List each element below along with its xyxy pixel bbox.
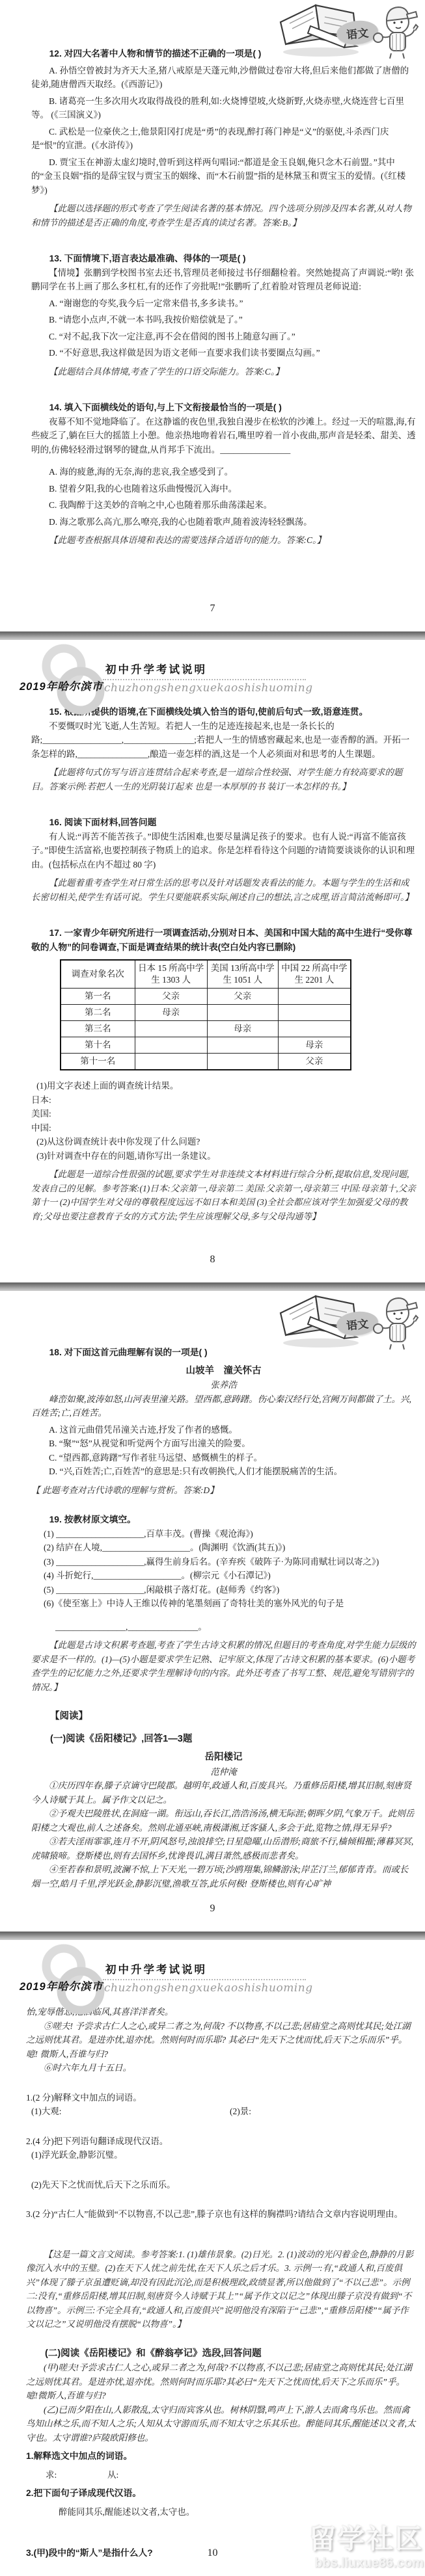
page-9 [0, 1291, 425, 1932]
page-divider [0, 631, 425, 640]
question-14-option-b: B. 望着夕阳,我的心也随着这乐曲慢慢沉入海中。 [49, 483, 238, 494]
survey-cell [207, 1037, 278, 1054]
header-title: 初中升学考试说明 [105, 1964, 207, 1976]
reading2-question-1-terms [26, 2468, 416, 2482]
question-17-sub1: (1)用文字表述上面的调查统计结果。 [36, 1081, 179, 1091]
question-17-note: 【此题是一道综合性很强的试题,要求学生对非连续文本材料进行综合分析,提取信息,发现问题,发表自己的见解。参考答案:(1)日本:父亲第一,母亲第二 美国:父亲第一,母亲第三 中国:母亲第十,父亲第十一 (2)中国学生对父母的尊敬程度远远不如日本和美国 (3)全社会都应该对学生加强爱父母的教育;父母也要注意教育子女的方式方法;学生应该理解父母,多与父母沟通等】 [31, 1169, 416, 1221]
question-12-option-d: D. 贾宝玉在神游太虚幻境时,曾听到这样两句唱词:“都道是金玉良姻,俺只念木石前盟。”其中的“金玉良姻”指的是薛宝钗与贾宝玉的姻缘、而“木石前盟”指的是林黛玉和贾宝玉的爱情。(《红楼梦》) [31, 157, 406, 195]
reading-section-label: 【阅读】 [50, 1711, 88, 1721]
question-15-passage: 不要慨叹时光飞逝,人生苦短。若把人一生的足迹连接起来,也是一条长长的路;__________________,________________;若把人一生的情感窖藏起来,也是一壶香醇的酒。开拓一条怎样的路,________________,酿造一壶怎样的酒,这是一个人必须面对和思考的人生课题。 [31, 721, 410, 759]
reading1-q2-item-1: (1)浮光跃金,静影沉璧。 [31, 2150, 123, 2160]
question-15-heading: 15. 根据所提供的语境,在下面横线处填入恰当的语句,使前后句式一致,语意连贯。 [49, 707, 368, 717]
question-13-note: 【此题结合具体情境,考查了学生的口语交际能力。答案:C。】 [49, 366, 284, 377]
question-13-option-b: B. “请您小点声,不就一本书吗,我按价赔偿就是了。” [49, 315, 243, 325]
reading2-q1-term-1: 求: [46, 2469, 57, 2480]
question-19-item-5: (5) ____________________,闲敲棋子落灯花。(赵师秀《约客》) [44, 1584, 280, 1595]
passage-yi: (乙)已而夕阳在山,人影散乱,太守归而宾客从也。树林阴翳,鸣声上下,游人去而禽鸟乐也。然而禽鸟知山林之乐,而不知人之乐;人知从太守游而乐,而不知太守之乐其乐也。醉能同其乐,醒能述以文者,太守也。太守谓谁?庐陵欧阳修也。 [26, 2404, 416, 2443]
mascot-boy-icon [369, 1, 425, 61]
question-13-option-d: D. “不好意思,我这样做是因为语文老师一直要求我们读书要圈点勾画。” [49, 348, 320, 358]
header-brand: 2019年哈尔滨市 [20, 681, 103, 693]
question-14-heading: 14. 填入下面横线处的语句,与上下文衔接最恰当的一项是( ) [49, 403, 282, 412]
essay-author: 范仲淹 [210, 1766, 237, 1777]
survey-cell [207, 1005, 278, 1021]
reading-part1-heading: (一)阅读《岳阳楼记》,回答1—3题 [50, 1733, 193, 1744]
table-row [61, 1054, 351, 1070]
question-13-option-a: A. “谢谢您的夸奖,我今后一定常来借书,多多读书。” [49, 298, 243, 308]
question-17-japan-label: 日本: [31, 1095, 51, 1105]
page-header [0, 1940, 425, 2005]
essay-paragraph-3: ③若夫淫雨霏霏,连月不开,阴风怒号,浊浪排空;日星隐曜,山岳潜形;商旅不行,樯倾楫摧;薄暮冥冥,虎啸猿啼。登斯楼也,则有去国怀乡,忧谗畏讥,满目萧然,感极而悲者矣。 [31, 1837, 414, 1861]
page-number: 9 [210, 1903, 215, 1914]
survey-table [60, 959, 351, 1070]
question-14-note: 【此题考查根据具体语境和表达的需要选择合适语句的能力。答案:C。】 [49, 535, 326, 545]
survey-cell [278, 1005, 351, 1021]
table-row [61, 1021, 351, 1037]
reading2-q2-sentence: 醉能同其乐,醒能述以文者,太守也。 [59, 2506, 195, 2517]
question-18-option-c: C. “望西都,意踌躇”写作者驻马远望、感慨横生的样子。 [49, 1452, 263, 1463]
reading2-question-1-heading: 1.解释选文中加点的词语。 [26, 2451, 133, 2461]
poem-author: 张养浩 [210, 1380, 237, 1390]
question-16-note: 【此题着重考查学生对日常生活的思考以及针对话题发表看法的能力。本题与学生的生活和成长密切相关,使学生有话可说。学生只要能联系实际,阐述自己的想法,言之成理,语言简洁流畅即可。】 [31, 878, 414, 902]
essay-paragraph-2: ②予观夫巴陵胜状,在洞庭一湖。衔远山,吞长江,浩浩汤汤,横无际涯;朝晖夕阴,气象万千。此则岳阳楼之大观也,前人之述备矣。然则北通巫峡,南极潇湘,迁客骚人,多会于此,览物之情,得无异乎? [31, 1809, 415, 1833]
survey-cell: 母亲 [278, 1037, 351, 1054]
header-illustration [274, 0, 425, 62]
reading2-question-2-heading: 2.把下面句子译成现代汉语。 [26, 2488, 142, 2498]
survey-cell [207, 1054, 278, 1070]
question-17-sub2: (2)从这份调查统计表中你发现了什么问题? [36, 1137, 200, 1147]
question-14-passage: 夜幕不知不觉地降临了。在这静谧的夜色里,我独自漫步在松软的沙滩上。经过一天的喧嚣,海,有些疲乏了,躺在巨大的摇篮上小憩。他亲热地吻着岩石,嘴里哼着一首小夜曲,那声音是轻柔、甜美、透明的,仿佛轻轻滑过钢琴的键盘,从肖邦手下流出。________________ [31, 416, 416, 455]
header-brand: 2019年哈尔滨市 [20, 1981, 103, 1993]
page-8 [0, 640, 425, 1282]
question-18-heading: 18. 对下面这首元曲理解有误的一项是( ) [49, 1348, 208, 1357]
question-19-note: 【此题是古诗文积累考查题,考查了学生古诗文积累的情况,但题目的考查角度,对学生能力层级的要求是不一样的。(1)—(5)小题是要求学生记熟、记牢原文,体现了古诗文积累的基本要求。(6)小题考查学生的记忆能力之外,还要求学生理解诗句的内容。此外还考查了书写工整、规范,避免写错别字的情况。】 [31, 1640, 416, 1692]
survey-cell: 第一名 [61, 989, 135, 1005]
mascot-boy-icon [369, 1292, 425, 1352]
page-number: 10 [207, 2547, 218, 2558]
question-16-passage: 有人说:“再苦不能苦孩子。”即使生活困难,也要尽量满足孩子的要求。也有人说:“再富不能富孩子。”即使生活富裕,也要控制孩子物质上的追求。你是怎样看待这个问题的?请简要谈谈你的认识和理由。(包括标点在内不超过 80 字) [31, 831, 415, 870]
question-19-item-3: (3) ____________________,赢得生前身后名。(辛弃疾《破阵子·为陈同甫赋壮词以寄之》) [44, 1556, 379, 1567]
page-10 [0, 1940, 425, 2576]
watermark [309, 2517, 424, 2571]
header-dotted-rule [103, 679, 306, 680]
question-14-option-a: A. 海的疲惫,海的无奈,海的悲哀,我全感受到了。 [49, 467, 234, 477]
question-18-option-d: D. “兴,百姓苦;亡,百姓苦”的意思是:只有改朝换代,人们才能摆脱痛苦的生活。 [49, 1467, 343, 1476]
question-12-option-b: B. 诸葛亮一生多次用火攻取得战役的胜利,如:火烧博望坡,火烧新野,火烧赤壁,火烧连营七百里等。 (《三国演义》) [31, 96, 405, 120]
survey-cell: 第二名 [61, 1005, 135, 1021]
question-15-note: 【此题将句式仿写与语言连贯结合起来考查,是一道综合性较强、对学生能力有较高要求的题目。答案示例:若把人一生的光阴装订起来 也是一本厚厚的书 装订一本怎样的书。】 [31, 767, 403, 791]
question-16-heading: 16. 阅读下面材料,回答问题 [49, 817, 157, 827]
survey-header-china: 中国 22 所高中学生 2201 人 [278, 960, 351, 989]
survey-header-japan: 日本 15 所高中学生 1303 人 [135, 960, 207, 989]
reading1-question-3-heading: 3.(2 分)“古仁人”能做到“不以物喜,不以己悲”,滕子京也有这样的胸襟吗?请结合文章内容说明理由。 [26, 2209, 403, 2219]
question-19-item-6-blank: ________________,________________。 [55, 1621, 207, 1632]
question-12-note: 【此题以选择题的形式考查了学生阅读名著的基本情况。四个选项分别涉及四本名著,从对人物和情节的描述是否正确的角度,考查学生是否真的读过名著。答案:B。】 [31, 204, 411, 228]
essay-paragraph-1: ①庆历四年春,滕子京谪守巴陵郡。越明年,政通人和,百废具兴。乃重修岳阳楼,增其旧制,刻唐贤今人诗赋于其上。属予作文以记之。 [31, 1781, 411, 1805]
table-row [61, 1037, 351, 1054]
survey-cell: 母亲 [207, 1021, 278, 1037]
question-14-option-d: D. 海之歌那么高亢,那么嘹亮,我的心也随着歌声,随着波涛轻轻飘荡。 [49, 516, 312, 527]
reading1-answer-note: 【这是一篇文言文阅读。参考答案:1. (1)雄伟景象。(2)日光。2. (1)波动的光闪着金色,静静的月影像沉入水中的玉璧。(2)在天下人忧之前先忧,在天下人乐之后才乐。3. 示例一:有,“政通人和,百废俱兴”体现了滕子京虽遭贬谪,却没有因此沉沦,而是积极理政,政绩显著,所以他做到了“不以己悲”。示例二:没有,“重修岳阳楼,增其旧制,刻唐贤今人诗赋于其上”“属予作文以记之”体现出滕子京没有做到“不以物喜”。示例三:不完全具有,“政通人和,百废俱兴”说明他没有深陷于“己悲”,“重修岳阳楼”“属予作文以记之”又说明他没有摆脱“以物喜”。】 [26, 2249, 414, 2329]
header-pinyin: chuzhongshengxuekaoshishuoming [104, 682, 313, 695]
question-13-option-c: C. “对不起,我下次一定注意,再不会在借阅的图书上随意勾画了。” [49, 331, 295, 341]
question-18-note: 【 此题考查对古代诗歌的理解与赏析。答案:D】 [31, 1485, 219, 1495]
question-17-china-label: 中国: [31, 1122, 51, 1133]
question-19-heading: 19. 按教材原文填空。 [49, 1515, 136, 1524]
survey-cell: 第十名 [61, 1037, 135, 1054]
reading2-q1-term-2: 从: [107, 2469, 119, 2480]
question-17-heading: 17. 一家青少年研究所进行一项调查活动,分别对日本、美国和中国大陆的高中生进行“受你尊敬的人物”的问卷调查,下面是调查结果的统计表(空白处内容已删除) [31, 928, 413, 952]
question-18-option-b: B. “聚”“怒”从视觉和听觉两个方面写出潼关的险要。 [49, 1439, 251, 1448]
reading1-question-1-items [26, 2105, 416, 2119]
page-divider [0, 1282, 425, 1291]
survey-cell [135, 1021, 207, 1037]
essay-paragraph-5: ⑤嗟夫! 予尝求古仁人之心,或异二者之为,何哉? 不以物喜,不以己悲;居庙堂之高则忧其民;处江湖之远则忧其君。是进亦忧,退亦忧。然则何时而乐耶? 其必曰“先天下之忧而忧,后天下之乐而乐”乎。噫! 微斯人,吾谁与归? [26, 2021, 411, 2059]
survey-cell: 第十一名 [61, 1054, 135, 1070]
reading1-question-2-heading: 2.(4 分)把下列语句翻译成现代汉语。 [26, 2136, 169, 2146]
reading1-q2-item-2: (2)先天下之忧而忧,后天下之乐而乐。 [31, 2179, 176, 2190]
question-19-item-6: (6)《使至塞上》中诗人王维以传神的笔墨刻画了奇特壮美的塞外风光的句子是 [44, 1599, 344, 1608]
question-17-usa-label: 美国: [31, 1109, 51, 1119]
watermark-site-url: bbs.liuxue86.com [314, 2556, 424, 2570]
survey-cell [135, 1054, 207, 1070]
survey-cell: 第三名 [61, 1021, 135, 1037]
survey-cell: 父亲 [278, 1054, 351, 1070]
header-dotted-rule [103, 1979, 306, 1980]
reading-part2-heading: (二)阅读《岳阳楼记》和《醉翁亭记》选段,回答问题 [45, 2348, 262, 2359]
essay-paragraph-4: ④至若春和景明,波澜不惊,上下天光,一碧万顷;沙鸥翔集,锦鳞游泳;岸芷汀兰,郁郁青青。而或长烟一空,皓月千里,浮光跃金,静影沉璧,渔歌互答,此乐何极! 登斯楼也,则有心旷神 [31, 1865, 409, 1889]
survey-cell [135, 1037, 207, 1054]
passage-jia: (甲)嗟夫!予尝求古仁人之心,或异二者之为,何哉?不以物喜,不以己悲;居庙堂之高则忧其民;处江湖之远则忧其君。是进亦忧,退亦忧。然则何时而乐耶?其必曰“先天下之忧而忧,后天下之乐而乐”乎。噫!微斯人,吾谁与归? [26, 2363, 412, 2400]
question-19-item-1: (1) ____________________,百草丰茂。(曹操《观沧海》) [44, 1528, 253, 1539]
question-12-option-c: C. 武松是一位豪侠之士,他景阳冈打虎是“勇”的表现,醉打蒋门神是“义”的驱使,斗杀西门庆是“恨”的宣泄。(《水浒传》) [31, 126, 389, 150]
reading1-q1-item-1: (1)大观: [31, 2106, 62, 2116]
question-19-item-2: (2) 结庐在人境,____________________。(陶渊明《饮酒(其五)》) [44, 1543, 286, 1552]
page-number: 8 [210, 1254, 215, 1265]
survey-header-usa: 美国 13所高中学生 1051 人 [207, 960, 278, 989]
question-18-option-a: A. 这首元曲借凭吊潼关古迹,抒发了作者的感慨。 [49, 1424, 238, 1435]
yuwen-badge-label: 语文 [346, 1317, 370, 1333]
yuwen-badge-label: 语文 [346, 26, 370, 42]
reading1-question-1-heading: 1.(2 分)解释文中加点的词语。 [26, 2092, 142, 2103]
survey-cell [278, 989, 351, 1005]
question-19-item-4: (4) 斗折蛇行,____________________。(柳宗元《小石潭记》) [44, 1571, 271, 1580]
reading2-question-3-heading: 3.(甲)段中的“斯人”是指什么人? [26, 2548, 153, 2558]
header-pinyin: chuzhongshengxuekaoshishuoming [104, 1982, 313, 1995]
header-illustration [274, 1291, 425, 1353]
question-13-context: 【情境】张鹏到学校图书室去还书,管理员老师接过书仔细翻检着。突然她提高了声调说:“哟! 张鹏同学在书上画了那么多杠杠,有的还作了旁批呢!”张鹏听了,红着脸对管理员老师说道: [31, 267, 414, 291]
table-row [61, 989, 351, 1005]
poem-body: 峰峦如聚,波涛如怒,山河表里潼关路。望西都,意踌躇。伤心秦汉经行处,宫阙万间都做了土。兴,百姓苦;亡,百姓苦。 [31, 1394, 411, 1418]
question-13-heading: 13. 下面情境下,语言表达最准确、得体的一项是( ) [49, 254, 246, 263]
poem-title: 山坡羊 潼关怀古 [185, 1365, 262, 1376]
page-7 [0, 0, 425, 631]
question-12-heading: 12. 对四大名著中人物和情节的描述不正确的一项是( ) [49, 49, 262, 59]
essay-paragraph-6: ⑥时六年九月十五日。 [44, 2063, 131, 2073]
survey-cell: 父亲 [135, 989, 207, 1005]
table-row [61, 960, 351, 989]
header-title: 初中升学考试说明 [105, 664, 207, 676]
reading1-q1-item-2: (2)景: [230, 2106, 251, 2116]
page-divider [0, 1932, 425, 1940]
question-12-option-a: A. 孙悟空曾被封为齐天大圣,猪八戒原是天蓬元帅,沙僧做过卷帘大将,但后来他们都做了唐僧的徒弟,随唐僧西天取经。(《西游记》) [31, 65, 409, 89]
survey-cell: 父亲 [207, 989, 278, 1005]
question-17-sub3: (3)针对调查中存在的问题,请你写出一条建议。 [36, 1150, 216, 1161]
watermark-site-name: 留学社区 [309, 2524, 424, 2554]
essay-title: 岳阳楼记 [204, 1752, 243, 1762]
survey-cell: 母亲 [135, 1005, 207, 1021]
essay-paragraph-4-continuation: 怡,宠辱偕忘,把酒临风,其喜洋洋者矣。 [26, 2007, 174, 2017]
survey-header-rank: 调查对象名次 [61, 960, 135, 989]
page-header [0, 640, 425, 705]
survey-cell [278, 1021, 351, 1037]
table-row [61, 1005, 351, 1021]
page-number: 7 [210, 603, 215, 614]
question-14-option-c: C. 我陶醉于这美妙的音响之中,心也随着那乐曲荡漾起来。 [49, 500, 273, 510]
